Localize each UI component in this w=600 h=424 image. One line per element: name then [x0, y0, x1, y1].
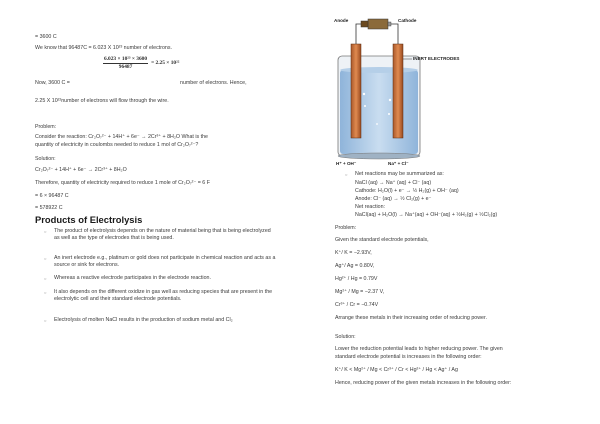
reaction-line: NaCl(aq) + H₂O(l) → Na⁺(aq) + OH⁻(aq) + ½H₂(g) + ½Cl₂(g) [355, 212, 498, 218]
problem-label: Problem: [35, 124, 57, 130]
list-item: Electrolysis of molten NaCl results in the production of sodium metal and Cl₂ [54, 317, 233, 323]
text-line: quantity of electricity in coulombs needed to reduce 1 mol of Cr₂O₇²⁻? [35, 142, 199, 148]
list-item: It also depends on the different oxidize in gas well as reducing species that are present in the electrolytic cell and their standard electrode potentials. [54, 289, 273, 303]
text-line: Given the standard electrode potentials, [335, 237, 429, 243]
equation [103, 56, 179, 72]
bullet-icon: ○ [44, 256, 47, 261]
text-line: = 6 × 96487 C [35, 193, 69, 199]
text-line: number of electrons. Hence, [180, 80, 247, 86]
list-item: An inert electrode e.g., platinum or gold does not participate in chemical reaction and acts as a source or sink for electrons. [54, 255, 276, 269]
ions-left-label: H⁺ + OH⁻ [336, 161, 357, 166]
text-line: We know that 96487C = 6.023 X 10²³ number of electrons. [35, 45, 172, 51]
anode-label: Anode [334, 18, 349, 23]
problem-label: Problem: [335, 225, 357, 231]
reaction-line: Anode: Cl⁻ (aq) → ½ Cl₂(g) + e⁻ [355, 196, 432, 202]
reaction-line: Net reaction: [355, 204, 386, 210]
ions-right-label: Na⁺ + Cl⁻ [388, 161, 409, 166]
bullet-icon: ○ [345, 172, 348, 177]
reaction-line: Cathode: H₂O(l) + e⁻ → ½ H₂(g) + OH⁻ (aq) [355, 188, 459, 194]
text-line: Now, 3600 C = [35, 80, 70, 86]
section-heading: Products of Electrolysis [35, 214, 143, 225]
electrolysis-cell-illustration [332, 14, 454, 169]
equation-denominator: 96487 [118, 64, 133, 71]
bullet-icon: ○ [44, 276, 47, 281]
potential-line: Hg²⁺ / Hg = 0.79V [335, 276, 378, 282]
bullet-icon: ○ [44, 229, 47, 234]
potential-line: K⁺/ K = −2.93V, [335, 250, 372, 256]
text-line: Consider the reaction: Cr₂O₇²⁻ + 14H⁺ + 6e⁻ → 2Cr³⁺ + 8H₂O What is the [35, 134, 208, 140]
cathode-label: Cathode [398, 18, 417, 23]
text-line: Cr₂O₇²⁻ + 14H⁺ + 6e⁻ → 2Cr³⁺ + 8H₂O [35, 167, 127, 173]
potential-line: Cr³⁺ / Cr = −0.74V [335, 302, 379, 308]
text-line: Arrange these metals in their increasing order of reducing power. [335, 315, 487, 321]
text-line: Lower the reduction potential leads to higher reducing power. The given [335, 346, 503, 352]
text-line: Therefore, quantity of electricity required to reduce 1 mole of Cr₂O₇²⁻ = 6 F [35, 180, 210, 186]
equation-result: = 2.25 × 10²² [151, 60, 180, 67]
bullet-icon: ○ [44, 290, 47, 295]
inert-electrodes-label: INERT ELECTRODES [413, 56, 460, 61]
text-line: 2.25 X 10²²number of electrons will flow through the wire. [35, 98, 169, 104]
solution-label: Solution: [335, 334, 356, 340]
text-line: = 3600 C [35, 34, 57, 40]
text-line: = 578922 C [35, 205, 63, 211]
text-line: Hence, reducing power of the given metals increases in the following order: [335, 380, 512, 386]
order-line: K⁺/ K < Mg²⁺ / Mg < Cr³⁺ / Cr < Hg²⁺ / Hg < Ag⁺ / Ag [335, 367, 458, 373]
equation-numerator: 6.023 × 10²³ × 3600 [103, 56, 148, 64]
list-item: Whereas a reactive electrode participates in the electrode reaction. [54, 275, 211, 281]
bullet-icon: ○ [44, 318, 47, 323]
potential-line: Mg²⁺ / Mg = −2.37 V, [335, 289, 385, 295]
text-line: Net reactions may be summarized as: [355, 171, 444, 177]
electrolysis-diagram [332, 14, 460, 169]
solution-label: Solution: [35, 156, 56, 162]
reaction-line: NaCl (aq) → Na⁺ (aq) + Cl⁻ (aq) [355, 180, 432, 186]
potential-line: Ag⁺/ Ag = 0.80V, [335, 263, 375, 269]
list-item: The product of electrolysis depends on the nature of material being that is being electrolyzed as well as the type of electrodes that is being used. [54, 228, 271, 242]
text-line: standard electrode potential is increases in the following order: [335, 354, 482, 360]
